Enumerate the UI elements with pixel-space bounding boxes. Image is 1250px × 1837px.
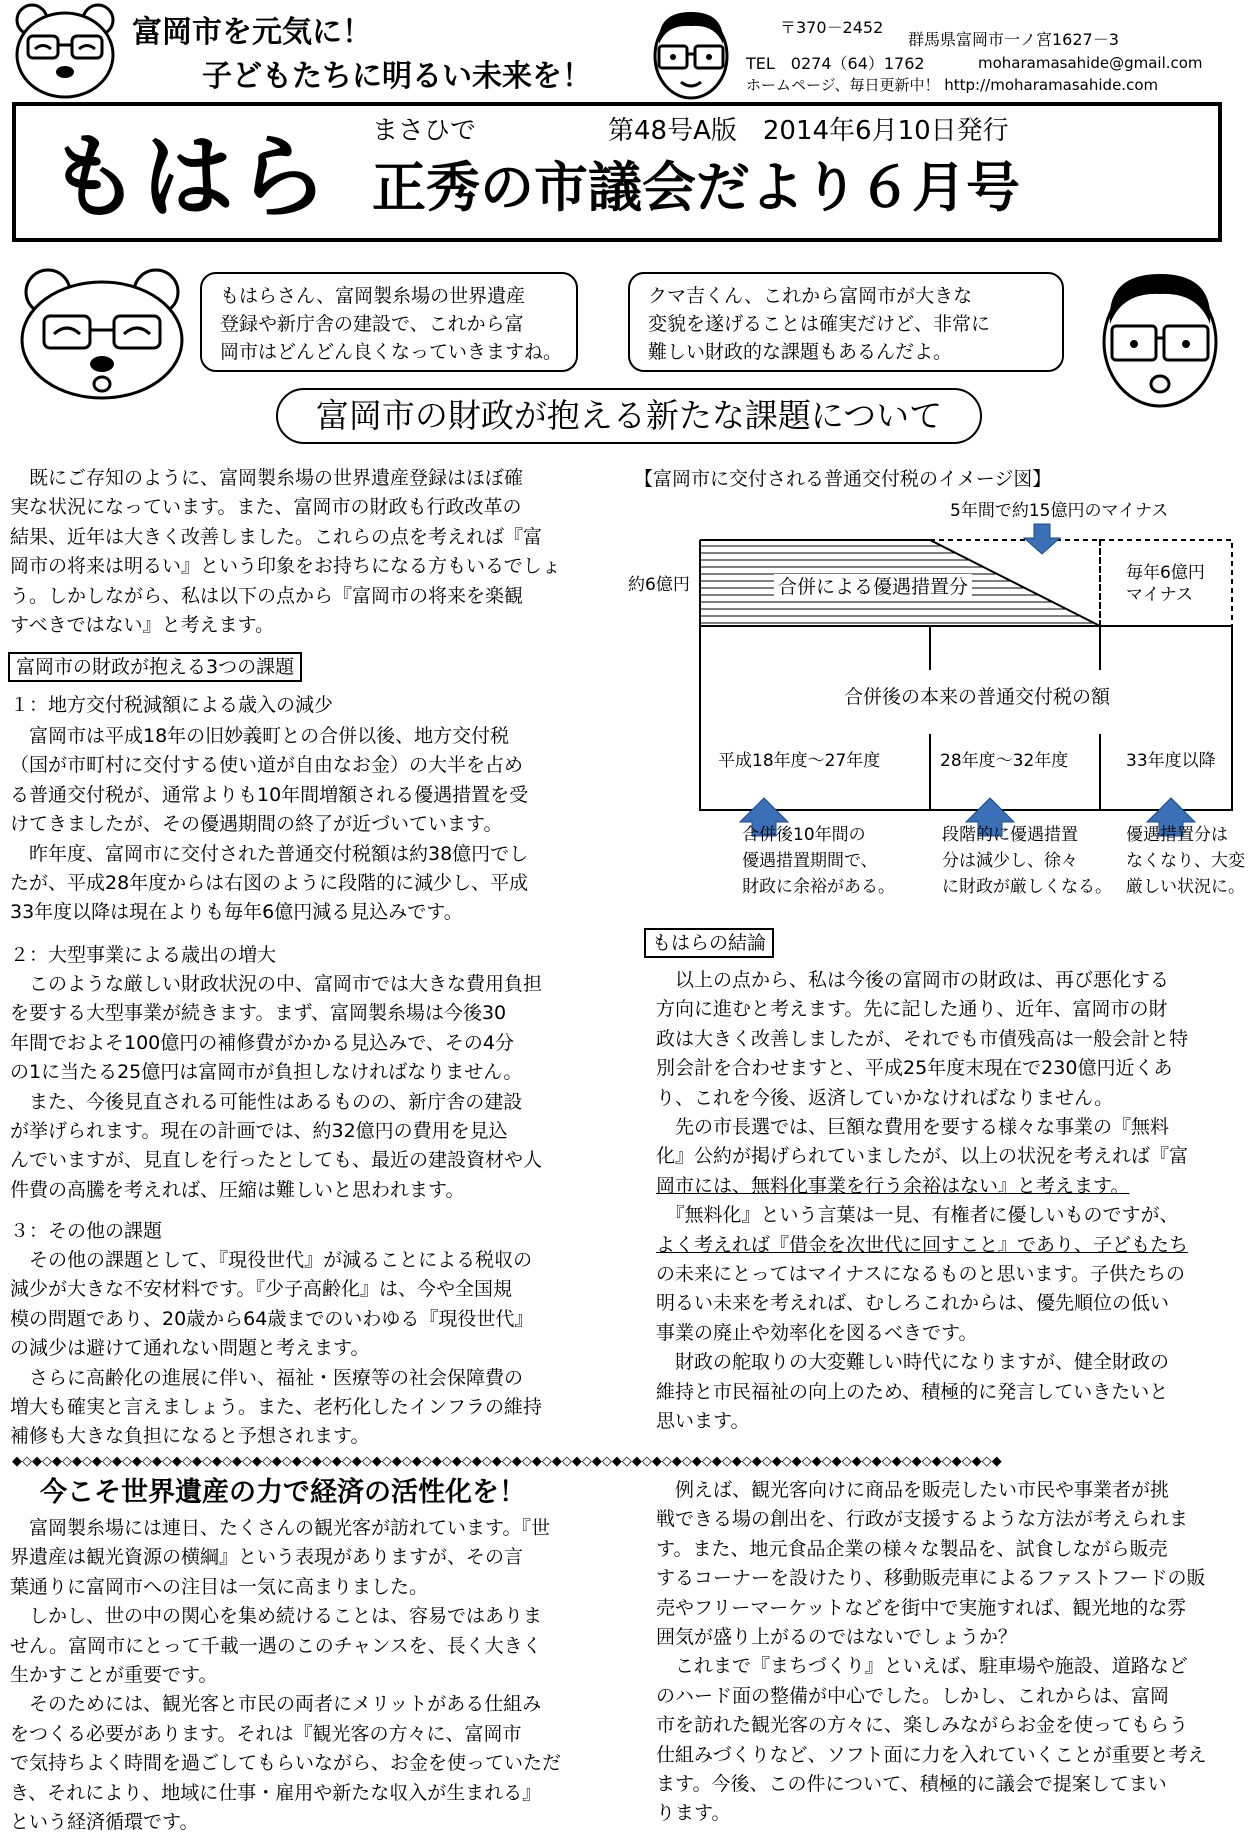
base-label: 合併後の本来の普通交付税の額 <box>844 686 1111 708</box>
slogan-line-2: 子どもたちに明るい未来を！ <box>202 59 592 94</box>
period-1-label: 平成18年度～27年度 <box>718 751 881 771</box>
issue-info: 第48号A版 2014年6月10日発行 <box>608 116 1009 146</box>
heritage-line: しかし、世の中の関心を集め続けることは、容易ではありま <box>10 1605 543 1628</box>
issue1-line: 昨年度、富岡市に交付された普通交付税額は約38億円でし <box>10 842 529 865</box>
annual-minus-line-1: 毎年6億円 <box>1126 563 1205 583</box>
intro-paragraph <box>10 464 561 640</box>
heritage-line: 仕組みづくりなど、ソフト面に力を入れていくことが重要と考え <box>656 1743 1207 1766</box>
period-2-label: 28年度～32年度 <box>940 751 1069 771</box>
conclusion-line: 先の市長選では、巨額な費用を要する様々な事業の『無料 <box>656 1116 1170 1139</box>
conclusion-line: 化』公約が掲げられていましたが、以上の状況を考えれば『富 <box>656 1145 1189 1168</box>
bear-bubble-line: もはらさん、富岡製糸場の世界遺産 <box>220 285 526 307</box>
heritage-line: 富岡製糸場には連日、たくさんの観光客が訪れています。『世 <box>10 1517 550 1539</box>
surname-title: もはら <box>48 124 331 231</box>
bear-bubble-line: 岡市はどんどん良くなっていきますね。 <box>220 341 563 363</box>
conclusion-line: 岡市には、無料化事業を行う余裕はない』と考えます。 <box>656 1174 1130 1197</box>
bear-character-icon <box>14 264 204 404</box>
conclusion-line: よく考えれば『借金を次世代に回すこと』であり、子どもたち <box>656 1233 1189 1256</box>
heritage-line: をつくる必要があります。それは『観光客の方々に、富岡市 <box>10 1722 522 1745</box>
bear-mascot-icon <box>10 0 120 100</box>
heritage-left-paragraph <box>10 1514 561 1837</box>
issue1-line: たが、平成28年度からは右図のように段階的に減少し、平成 <box>10 872 529 895</box>
intro-line: 結果、近年は大きく改善しました。これらの点を考えれば『富 <box>10 525 543 548</box>
mohara-bubble-line: クマ吉くん、これから富岡市が大きな <box>648 285 973 307</box>
issue1-line: （国が市町村に交付する使い道が自由なお金）の大半を占め <box>10 754 524 777</box>
intro-line: 実な状況になっています。また、富岡市の財政も行政改革の <box>10 496 522 519</box>
conclusion-line: の未来にとってはマイナスになるものと思います。子供たちの <box>656 1263 1185 1286</box>
heritage-line: そのためには、観光客と市民の両者にメリットがある仕組み <box>10 1693 542 1716</box>
heritage-line: 市を訪れた観光客の方々に、楽しみながらお金を使ってもらう <box>656 1714 1189 1737</box>
issue1-heading: １：地方交付税減額による歳入の減少 <box>10 694 334 716</box>
conclusion-line: 方向に進むと考えます。先に記した通り、近年、富岡市の財 <box>656 998 1168 1021</box>
mohara-bubble-line: 変貌を遂げることは確実だけど、非常に <box>648 313 991 335</box>
issue2-line: が挙げられます。現在の計画では、約32億円の費用を見込 <box>10 1120 508 1143</box>
section-divider: ◆◇◆◇◆◇◆◇◆◇◆◇◆◇◆◇◆◇◆◇◆◇◆◇◆◇◆◇◆◇◆◇◆◇◆◇◆◇◆◇◆◇◆◇◆◇◆◇◆◇◆◇◆◇◆◇◆◇◆◇◆◇◆◇◆◇◆◇◆◇◆◇◆◇◆◇◆◇◆◇◆◇◆◇◆◇◆◇◆◇◆◇◆◇◆◇◆◇◆ <box>12 1454 1002 1469</box>
conclusion-line: り、これを今後、返済していかなければなりません。 <box>656 1086 1114 1109</box>
intro-line: う。しかしながら、私は以下の点から『富岡市の将来を楽観 <box>10 584 524 607</box>
intro-line: 岡市の将来は明るい』という印象をお持ちになる方もいるでしょ <box>10 555 561 578</box>
heritage-line: 戦できる場の創出を、行政が支援するような方法が考えられま <box>656 1508 1189 1531</box>
issue2-line: また、今後見直される可能性はあるものの、新庁舎の建設 <box>10 1090 523 1113</box>
address: 群馬県富岡市一ノ宮1627－3 <box>908 30 1119 49</box>
issue2-heading: ２：大型事業による歳出の増大 <box>10 944 277 966</box>
issue2-line: 件費の高騰を考えれば、圧縮は難しいと思われます。 <box>10 1178 465 1201</box>
heritage-line: で気持ちよく時間を過ごしてもらいながら、お金を使っていただ <box>10 1752 562 1775</box>
mohara-portrait-icon <box>645 4 737 100</box>
figure-caption: 【富岡市に交付される普通交付税のイメージ図】 <box>634 468 1052 490</box>
issue3-line: 増大も確実と言えましょう。また、老朽化したインフラの維持 <box>10 1396 543 1419</box>
heritage-line: のハード面の整備が中心でした。しかし、これからは、富岡 <box>656 1684 1170 1707</box>
issue1-paragraph <box>10 722 528 928</box>
period-3-label: 33年度以降 <box>1126 751 1216 771</box>
mohara-bubble-line: 難しい財政的な課題もあるんだよ。 <box>648 341 953 363</box>
heritage-right-paragraph <box>656 1476 1207 1829</box>
slogan-line-1: 富岡市を元気に！ <box>132 15 372 50</box>
note-line: 分は減少し、徐々 <box>942 851 1078 871</box>
conclusion-line: 政は大きく改善しましたが、それでも市債残高は一般会計と特 <box>656 1027 1189 1050</box>
mohara-character-icon <box>1090 262 1230 412</box>
issue1-line: けてきましたが、その優遇期間の終了が近づいています。 <box>10 813 503 836</box>
bear-speech-bubble <box>200 272 578 372</box>
note-line: 優遇措置分は <box>1126 825 1228 845</box>
issue2-paragraph <box>10 970 542 1205</box>
period-2-note <box>942 822 1112 900</box>
issue1-line: る普通交付税が、通常よりも10年間増額される優遇措置を受 <box>10 783 529 806</box>
issue3-line: の減少は避けて通れない問題と考えます。 <box>10 1337 370 1360</box>
heritage-line: せん。富岡市にとって千載一遇のこのチャンスを、長く大きく <box>10 1634 542 1657</box>
conclusion-line: 『無料化』という言葉は一見、有権者に優しいものですが、 <box>656 1204 1179 1227</box>
heritage-line: す。また、地元食品企業の様々な製品を、試食しながら販売 <box>656 1537 1168 1560</box>
intro-line: すべきではない』と考えます。 <box>10 614 275 637</box>
issue1-line: 33年度以降は現在よりも毎年6億円減る見込みです。 <box>10 901 463 924</box>
bear-bubble-line: 登録や新庁舎の建設で、これから富 <box>220 313 524 335</box>
issue3-paragraph <box>10 1246 542 1452</box>
note-line: 合併後10年間の <box>742 825 866 845</box>
conclusion-line: 別会計を合わせますと、平成25年度末現在で230億円近くあ <box>656 1057 1173 1080</box>
issue2-line: このような厳しい財政状況の中、富岡市では大きな費用負担 <box>10 973 543 995</box>
postal-code: 〒370－2452 <box>780 18 884 37</box>
intro-line: 既にご存知のように、富岡製糸場の世界遺産登録はほぼ確 <box>10 467 524 489</box>
issue3-line: さらに高齢化の進展に伴い、福祉・医療等の社会保障費の <box>10 1366 524 1389</box>
note-line: 段階的に優遇措置 <box>942 825 1078 845</box>
note-line: 優遇措置期間で、 <box>742 851 878 871</box>
conclusion-line: 明るい未来を考えれば、むしろこれからは、優先順位の低い <box>656 1292 1170 1315</box>
issue3-heading: ３：その他の課題 <box>10 1220 163 1242</box>
issue3-line: 補修も大きな負担になると予想されます。 <box>10 1425 370 1448</box>
newsletter-title: 正秀の市議会だより６月号 <box>372 156 1020 219</box>
issue1-line: 富岡市は平成18年の旧妙義町との合併以後、地方交付税 <box>10 725 510 747</box>
heritage-line: 囲気が盛り上がるのではないでしょうか？ <box>656 1626 1018 1649</box>
conclusion-line: 事業の廃止や効率化を図るべきです。 <box>656 1321 978 1344</box>
issues-label: 富岡市の財政が抱える3つの課題 <box>8 652 302 682</box>
topic-title: 富岡市の財政が抱える新たな課題について <box>276 388 982 444</box>
heritage-line: 生かすことが重要です。 <box>10 1664 218 1687</box>
preferential-label: 合併による優遇措置分 <box>774 574 972 600</box>
y-label: 約6億円 <box>628 575 690 595</box>
period-3-note <box>1126 822 1245 900</box>
conclusion-line: 以上の点から、私は今後の富岡市の財政は、再び悪化する <box>656 969 1170 991</box>
issue2-line: を要する大型事業が続きます。まず、富岡製糸場は今後30 <box>10 1002 507 1025</box>
reduction-arrow-icon <box>1024 524 1060 554</box>
conclusion-line: 財政の舵取りの大変難しい時代になりますが、健全財政の <box>656 1351 1170 1374</box>
reduction-note: 5年間で約15億円のマイナス <box>950 501 1169 521</box>
heritage-heading: 今こそ世界遺産の力で経済の活性化を！ <box>40 1477 526 1508</box>
note-line: 財政に余裕がある。 <box>742 877 895 897</box>
note-line: に財政が厳しくなる。 <box>942 877 1112 897</box>
issue2-line: んでいますが、見直しを行ったとしても、最近の建設資材や人 <box>10 1149 543 1172</box>
phone-number: TEL 0274（64）1762 <box>746 54 925 73</box>
note-line: なくなり、大変 <box>1126 851 1245 871</box>
conclusion-line: 維持と市民福祉の向上のため、積極的に発言していきたいと <box>656 1380 1169 1403</box>
email-address[interactable]: moharamasahide@gmail.com <box>978 54 1203 72</box>
heritage-line: 界遺産は観光資源の横綱』という表現がありますが、その言 <box>10 1546 524 1569</box>
name-ruby: まさひで <box>372 116 477 146</box>
heritage-line: 例えば、観光客向けに商品を販売したい市民や事業者が挑 <box>656 1479 1170 1501</box>
annual-minus-line-2: マイナス <box>1126 585 1193 605</box>
note-line: 厳しい状況に。 <box>1126 877 1245 897</box>
homepage-link[interactable]: ホームページ、毎日更新中！ http://moharamasahide.com <box>746 76 1159 94</box>
issue2-line: の1に当たる25億円は富岡市が負担しなければなりません。 <box>10 1061 523 1084</box>
heritage-line: するコーナーを設けたり、移動販売車によるファストフードの販 <box>656 1567 1206 1590</box>
heritage-line: これまで『まちづくり』といえば、駐車場や施設、道路など <box>656 1655 1188 1678</box>
conclusion-label: もはらの結論 <box>644 928 774 958</box>
heritage-line: 売やフリーマーケットなどを街中で実施すれば、観光地的な雰 <box>656 1596 1187 1619</box>
period-1-note <box>742 822 895 900</box>
issue3-line: その他の課題として、『現役世代』が減ることによる税収の <box>10 1249 533 1271</box>
heritage-line: という経済循環です。 <box>10 1811 199 1834</box>
issue3-line: 模の問題であり、20歳から64歳までのいわゆる『現役世代』 <box>10 1307 534 1330</box>
mohara-speech-bubble <box>628 272 1064 372</box>
heritage-line: 葉通りに富岡市への注目は一気に高まりました。 <box>10 1575 429 1598</box>
issue3-line: 減少が大きな不安材料です。『少子高齢化』は、今や全国規 <box>10 1278 512 1301</box>
conclusion-paragraph <box>656 966 1188 1437</box>
heritage-line: ります。 <box>656 1802 731 1825</box>
issue2-line: 年間でおよそ100億円の補修費がかかる見込みで、その4分 <box>10 1031 514 1054</box>
conclusion-line: 思います。 <box>656 1410 750 1433</box>
heritage-line: ます。今後、この件について、積極的に議会で提案してまい <box>656 1773 1167 1796</box>
heritage-line: き、それにより、地域に仕事・雇用や新たな収入が生まれる』 <box>10 1781 542 1804</box>
